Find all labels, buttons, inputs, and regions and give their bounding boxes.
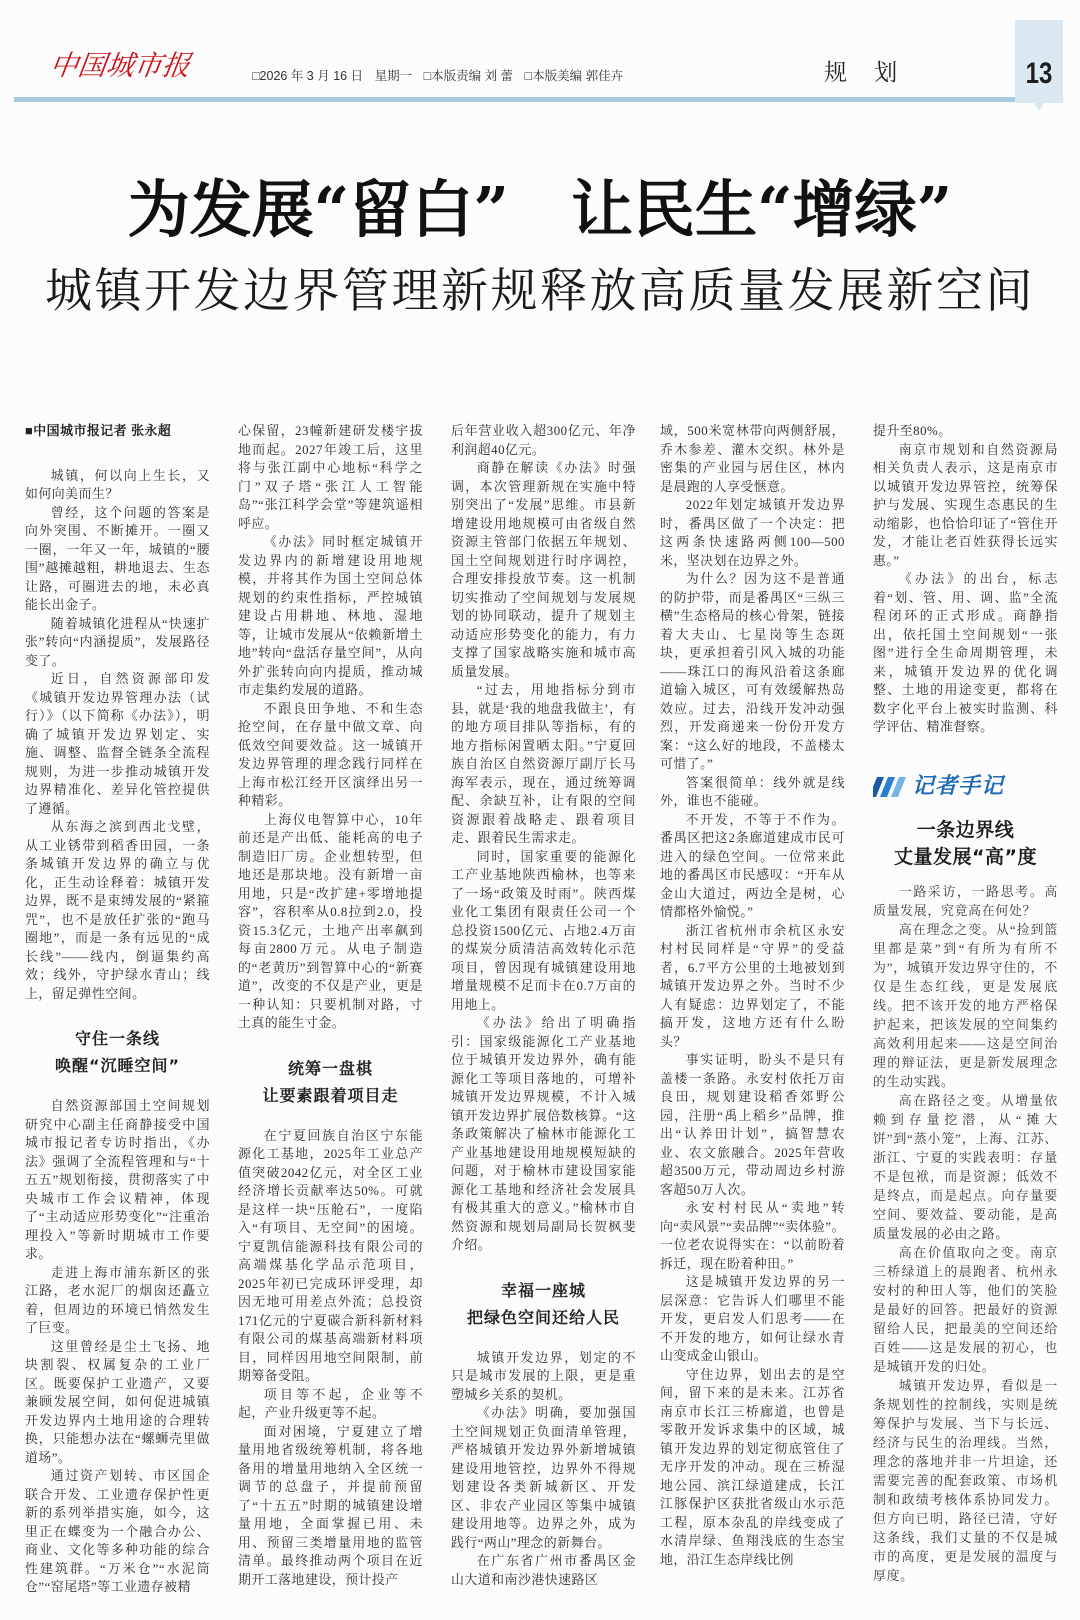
- subhead-line: 守住一条线: [74, 1029, 160, 1048]
- paragraph: 守住边界，划出去的是空间，留下来的是未来。江苏省南京市长江三桥廊道，也曾是零散开发诉求集中的区域，城镇开发边界的划定彻底管住了无序开发的冲动。现在三桥湿地公园、滨江绿道建成，长江江豚保护区获批省级山水示范工程，原本杂乱的岸线变成了水清岸绿、鱼翔浅底的生态宝地，沿江生态岸线比例: [660, 1367, 845, 1567]
- page-designer: □本版美编 郭佳卉: [524, 69, 624, 83]
- sidebar-title: [873, 817, 1058, 871]
- page-number-tab: [1015, 20, 1063, 103]
- section-subhead: [451, 1277, 636, 1331]
- article-column-5: [873, 422, 1058, 1602]
- reporter-notes-sidebar: [873, 773, 1058, 1586]
- section-subhead: [238, 1055, 423, 1109]
- column-flow: [451, 422, 636, 1589]
- sidebar-paragraph: 高在路径之变。从增量依赖到存量挖潜，从“摊大饼”到“蒸小笼”，上海、江苏、浙江、宁夏的实践表明：存量不是包袱，而是资源；低效不是终点，而是起点。向存量要空间、要效益、要动能，是高质量发展的必由之路。: [873, 1093, 1058, 1241]
- sidebar-paragraph: 高在理念之变。从“捡到篮里都是菜”到“有所为有所不为”，城镇开发边界守住的，不仅是生态红线，更是发展底线。把不该开发的地方严格保护起来，把该发展的空间集约高效利用起来——这是空间治理的辩证法，更是新发展理念的生动实践。: [873, 922, 1058, 1089]
- header-rule: [14, 97, 1015, 102]
- paragraph: 《办法》给出了明确指引：国家级能源化工产业基地位于城镇开发边界外，确有能源化工等项目落地的，可增补城镇开发边界规模，不计入城镇开发边界扩展倍数核算。“这条政策解决了榆林市能源化工产业基地建设用地规模短缺的问题，对于榆林市建设国家能源化工基地和经济社会发展具有极其重大的意义。”榆林市自然资源和规划局副局长贺枫斐介绍。: [451, 1016, 636, 1252]
- reporter-notes-badge: [873, 773, 1058, 801]
- paragraph: 《办法》同时框定城镇开发边界内的新增建设用地规模，并将其作为国土空间总体规划的约束性指标，严控城镇建设占用耕地、林地、湿地等，让城市发展从“依赖新增土地”转向“盘活存量空间”，从向外扩张转向向内提质，推动城市走集约发展的道路。: [238, 535, 423, 697]
- column-flow: [873, 422, 1058, 737]
- column-flow: [25, 467, 210, 1597]
- paragraph: 浙江省杭州市余杭区永安村村民同样是“守界”的受益者，6.7平方公里的土地被划到城镇开发边界之外。当时不少人有疑虑：边界划定了，不能搞开发，这地方还有什么盼头？: [660, 923, 845, 1049]
- subhead-line: 把绿色空间还给人民: [466, 1307, 620, 1327]
- badge-label: 记者手记: [912, 773, 1005, 799]
- section-subhead: [25, 1025, 210, 1079]
- paragraph: 通过资产划转、市区国企联合开发、工业遗存保护性更新的系列举措实施，如今，这里正在蝶变为一个融合办公、商业、文化等多种功能的综合性建筑群。“万米仓”“水泥筒仓”“窑尾塔”等工业遗存被精: [25, 1469, 210, 1594]
- paragraph-continued: 提升至80%。: [873, 424, 952, 438]
- newspaper-logo: 中国城市报: [47, 49, 193, 82]
- paragraph: 2022年划定城镇开发边界时，番禺区做了一个决定：把这两条快速路两侧100—500米，坚决划在边界之外。: [660, 498, 845, 568]
- sidebar-body: [873, 883, 1058, 1586]
- article-column-2: [238, 422, 423, 1602]
- byline: ■中国城市报记者 张永超: [25, 423, 172, 438]
- subhead-line: 统筹一盘棋: [287, 1058, 373, 1078]
- issue-date: □2026 年 3 月 16 日: [252, 69, 364, 83]
- column-flow: [238, 422, 423, 1589]
- paragraph: 为什么？因为这不是普通的防护带，而是番禺区“三纵三横”生态格局的核心骨架，链接着大夫山、七星岗等生态斑块，更承担着引风入城的功能——珠江口的海风沿着这条廊道输入城区，可有效缓解热岛效应。过去，沿线开发冲动强烈，开发商递来一份份开发方案：“这么好的地段，不盖楼太可惜了。”: [660, 572, 845, 771]
- paragraph: 近日，自然资源部印发《城镇开发边界管理办法（试行）》（以下简称《办法》），明确了城镇开发边界划定、实施、调整、监督全链条全流程规则，为进一步推动城镇开发边界精准化、差异化管控提供了遵循。: [25, 672, 210, 816]
- article-column-1: [25, 422, 210, 1602]
- paragraph: 《办法》明确，要加强国土空间规划正负面清单管理，严格城镇开发边界外新增城镇建设用地管控，边界外不得规划建设各类新城新区、开发区、非农产业园区等集中城镇建设用地等。边界之外，成为践行“两山”理念的新舞台。: [451, 1406, 636, 1550]
- article-column-4: [660, 422, 845, 1602]
- subhead-line: 唤醒“沉睡空间”: [54, 1056, 181, 1075]
- paragraph: 自然资源部国土空间规划研究中心副主任商静接受中国城市报记者专访时指出，《办法》强调了全流程管理和与“十五五”规划衔接，贯彻落实了中央城市工作会议精神，体现了“主动适应形势变化”“注重治理投入”等新时期城市工作要求。: [25, 1099, 210, 1261]
- sidebar-title-line: 丈量发展“高”度: [894, 845, 1037, 868]
- subhead-line: 幸福一座城: [500, 1280, 586, 1300]
- paragraph: 不跟良田争地、不和生态抢空间，在存量中做文章、向低效空间要效益。这一城镇开发边界管理的理念践行同样在上海市松江经开区演绎出另一种精彩。: [238, 701, 423, 808]
- subhead-line: 让要素跟着项目走: [262, 1085, 399, 1105]
- paragraph: “过去，用地指标分到市县，就是‘我的地盘我做主’，有的地方项目排队等指标，有的地方指标闲置晒太阳。”宁夏回族自治区自然资源厅副厅长马海军表示，现在，通过统筹调配、余缺互补，让有限的空间资源跟着战略走、跟着项目走、跟着民生需求走。: [451, 683, 636, 845]
- paragraph-continued: 域，500米宽林带向两侧舒展，乔木参差、灌木交织。林外是密集的产业园与居住区，林内是晨跑的人享受惬意。: [660, 424, 845, 494]
- page-number: 13: [1025, 57, 1053, 90]
- paragraph: 《办法》的出台，标志着“划、管、用、调、监”全流程闭环的正式形成。商静指出，依托国土空间规划“一张图”进行全生命周期管理，未来，城镇开发边界的优化调整、土地的用途变更，都将在数字化平台上被实时监测、科学评估、精准督察。: [873, 572, 1058, 734]
- page-editor: □本版责编 刘 蕾: [423, 69, 514, 83]
- headline-subtitle: 城镇开发边界管理新规释放高质量发展新空间: [45, 264, 1035, 319]
- paragraph: 随着城镇化进程从“快速扩张”转向“内涵提质”，发展路径变了。: [25, 616, 210, 668]
- paragraph: 在宁夏回族自治区宁东能源化工基地，2025年工业总产值突破2042亿元，对全区工业经济增长贡献率达50%。可就是这样一块“压舱石”，一度陷入“有项目、无空间”的困境。宁夏凯信能源科技有限公司的高端煤基化学品示范项目，2025年初已完成环评受理，却因无地可用差点外流；总投资171亿元的宁夏碳合新科新材料有限公司的煤基高端新材料项目，同样因用地空间限制，前期筹备受阻。: [238, 1128, 423, 1383]
- paragraph: 曾经，这个问题的答案是向外突围、不断摊开。一圈又一圈，一年又一年，城镇的“腰围”越摊越粗，耕地退去、生态让路，可圈进去的地，未必真能长出金子。: [25, 505, 210, 612]
- paragraph: 这是城镇开发边界的另一层深意：它告诉人们哪里不能开发，更启发人们思考——在不开发的地方，如何让绿水青山变成金山银山。: [660, 1275, 845, 1363]
- paragraph: 项目等不起，企业等不起，产业升级更等不起。: [238, 1387, 423, 1420]
- section-name: 规 划: [824, 60, 908, 86]
- headline-title: 为发展“留白” 让民生“增绿”: [127, 173, 953, 246]
- paragraph: 在广东省广州市番禺区金山大道和南沙港快速路区: [451, 1554, 636, 1587]
- article-column-3: [451, 422, 636, 1602]
- paragraph: 城镇开发边界，划定的不只是城市发展的上限，更是重塑城乡关系的契机。: [451, 1350, 636, 1402]
- paragraph: 上海仪电智算中心，10年前还是产出低、能耗高的电子制造旧厂房。企业想转型，但地还是那块地。没有新增一亩用地，只是“改扩建+零增地提容”，容积率从0.8拉到2.0，投资15.3亿元，土地产出率飙到每亩2800万元。从电子制造的“老黄历”到智算中心的“新赛道”，改变的不仅是产业，更是一种认知：只要机制对路，寸土真的能生寸金。: [238, 812, 423, 1030]
- sidebar-paragraph: 高在价值取向之变。南京三桥绿道上的晨跑者、杭州永安村的种田人等，他们的笑脸是最好的回答。把最好的资源留给人民，把最美的空间还给百姓——这是发展的初心，也是城镇开发的归处。: [873, 1245, 1058, 1374]
- issue-weekday: 星期一: [374, 69, 413, 83]
- issue-info: [252, 68, 631, 84]
- paragraph: 商静在解读《办法》时强调，本次管理新规在实施中特别突出了“发展”思维。市县新增建设用地规模可由省级自然资源主管部门依据五年规划、国土空间规划进行时序调控，合理安排投放节奏。这一机制切实推动了空间规划与发展规划的协同联动，提升了规划主动适应形势变化的能力，有力支撑了国家战略实施和城市高质量发展。: [451, 461, 636, 679]
- paragraph: 答案很简单：线外就是线外，谁也不能碰。: [660, 775, 845, 808]
- paragraph: 城镇，何以向上生长，又如何向美而生？: [25, 468, 210, 501]
- paragraph: 面对困境，宁夏建立了增量用地省级统筹机制，将各地备用的增量用地纳入全区统一调节的总盘子，并提前预留了“十五五”时期的城镇建设增量用地，全面掌握已用、未用、预留三类增量用地的监管清单。最终推动两个项目在近期开工落地建设，预计投产: [238, 1424, 423, 1587]
- paragraph: 永安村村民从“卖地”转向“卖风景”“卖品牌”“卖体验”。一位老农说得实在：“以前盼着拆迁，现在盼着种田。”: [660, 1201, 845, 1271]
- paragraph-continued: 后年营业收入超300亿元、年净利润超40亿元。: [451, 424, 636, 457]
- sidebar-paragraph: 一路采访，一路思考。高质量发展，究竟高在何处？: [873, 884, 1058, 918]
- paragraph: 这里曾经是尘土飞扬、地块割裂、权属复杂的工业厂区。既要保护工业遗产，又要兼顾发展空间，如何促进城镇开发边界内土地用途的合理转换，只能想办法在“螺蛳壳里做道场”。: [25, 1339, 210, 1465]
- paragraph: 南京市规划和自然资源局相关负责人表示，这是南京市以城镇开发边界管控，统筹保护与发展、实现生态惠民的生动缩影，也恰恰印证了“管住开发，才能让老百姓获得长远实惠。”: [873, 442, 1058, 568]
- paragraph: 走进上海市浦东新区的张江路，老水泥厂的烟囱还矗立着，但周边的环境已悄然发生了巨变。: [25, 1265, 210, 1335]
- sidebar-paragraph: 城镇开发边界，看似是一条规划性的控制线，实则是统筹保护与发展、当下与长远、经济与民生的治理线。当然，理念的落地并非一片坦途，还需要完善的配套政策、市场机制和政绩考核体系协同发力。但方向已明，路径已清，守好这条线，我们丈量的不仅是城市的高度，更是发展的温度与厚度。: [873, 1378, 1058, 1583]
- paragraph: 不开发，不等于不作为。番禺区把这2条廊道建成市民可进入的绿色空间。一位常来此地的番禺区市民感叹：“开车从金山大道过，两边全是树，心情都格外愉悦。”: [660, 812, 845, 919]
- sidebar-title-line: 一条边界线: [916, 818, 1015, 841]
- paragraph-continued: 心保留，23幢新建研发楼宇拔地而起。2027年竣工后，这里将与张江副中心地标“科学之门”双子塔“张江人工智能岛”“张江科学会堂”等建筑遥相呼应。: [238, 424, 423, 531]
- tab-notch-icon: [1034, 103, 1044, 111]
- paragraph: 从东海之滨到西北戈壁，从工业锈带到稻香田园，一条条城镇开发边界的确立与优化，正生动诠释着：城镇开发边界，既不是束缚发展的“紧箍咒”，也不是放任扩张的“跑马圈地”，而是一条有远见的“成长线”——线内，倒逼集约高效；线外，守护绿水青山；线上，留足弹性空间。: [25, 820, 210, 1001]
- column-flow: [660, 422, 845, 1569]
- paragraph: 事实证明，盼头不是只有盖楼一条路。永安村依托万亩良田，规划建设稻香郊野公园，注册“禹上稻乡”品牌，推出“认养田计划”，搞智慧农业、农文旅融合。2025年营收超3500万元，带动周边乡村游客超50万人次。: [660, 1053, 845, 1197]
- paragraph: 同时，国家重要的能源化工产业基地陕西榆林，也等来了一场“政策及时雨”。陕西煤业化工集团有限责任公司一个总投资1500亿元、占地2.4万亩的煤炭分质清洁高效转化示范项目，曾因现有城镇建设用地增量规模不足而卡在0.7万亩的用地上。: [451, 849, 636, 1012]
